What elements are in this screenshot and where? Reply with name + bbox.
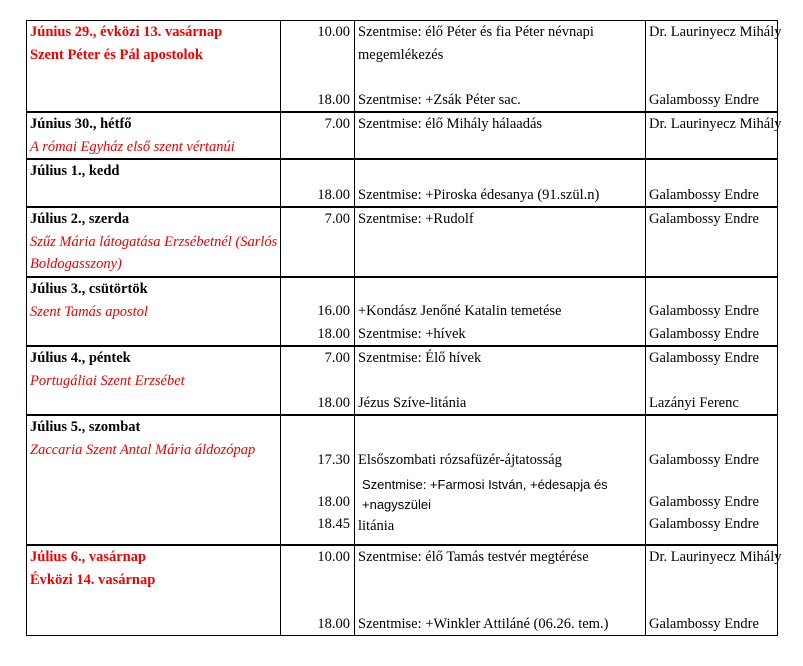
event-description: Jézus Szíve-litánia xyxy=(358,394,467,411)
event-time: 18.00 xyxy=(317,615,350,632)
time-cell xyxy=(281,159,355,207)
day-row-jul-2 xyxy=(27,207,778,277)
day-date: Június 30., hétfő xyxy=(30,116,132,132)
event-celebrant: Galambossy Endre xyxy=(649,211,759,227)
feast-name: Szűz Mária látogatása Erzsébetnél (Sarlós Boldogasszony) xyxy=(30,233,278,272)
celebrant-cell xyxy=(646,207,778,277)
event-time: 16.00 xyxy=(317,303,350,319)
time-cell xyxy=(281,346,355,415)
day-row-jul-6 xyxy=(27,545,778,636)
description-cell xyxy=(355,207,646,277)
day-row-jun-30 xyxy=(27,112,778,159)
event-celebrant: Galambossy Endre xyxy=(649,452,759,468)
event-description: Szentmise: élő Péter és fia Péter névnapi megemlékezés xyxy=(358,24,594,63)
day-row-jul-3 xyxy=(27,277,778,346)
event-description: Szentmise: +Farmosi István, +édesapja és +nagyszülei xyxy=(362,476,608,512)
event-description: Szentmise: +Rudolf xyxy=(358,211,474,227)
time-cell xyxy=(281,112,355,159)
event-celebrant: Dr. Laurinyecz Mihály xyxy=(649,549,782,565)
date-cell xyxy=(27,21,281,113)
event-celebrant: Dr. Laurinyecz Mihály xyxy=(649,116,782,132)
event-celebrant: Galambossy Endre xyxy=(649,493,759,510)
event-time: 10.00 xyxy=(317,549,350,565)
event-time: 18.00 xyxy=(317,493,350,510)
time-cell xyxy=(281,21,355,113)
event-time: 7.00 xyxy=(324,116,350,132)
event-description: Szentmise: +Zsák Péter sac. xyxy=(358,91,521,108)
description-cell xyxy=(355,545,646,636)
date-cell xyxy=(27,207,281,277)
feast-name: Évközi 14. vasárnap xyxy=(30,571,156,588)
time-cell xyxy=(281,415,355,545)
event-time: 18.45 xyxy=(317,516,350,532)
day-row-jul-4 xyxy=(27,346,778,415)
event-time: 18.00 xyxy=(317,394,350,411)
date-cell xyxy=(27,159,281,207)
day-row-jun-29 xyxy=(27,21,778,113)
date-cell xyxy=(27,277,281,346)
event-description: Szentmise: +Piroska édesanya (91.szül.n) xyxy=(358,186,600,203)
description-cell xyxy=(355,346,646,415)
time-cell xyxy=(281,277,355,346)
celebrant-cell xyxy=(646,112,782,159)
event-description: Szentmise: +hívek xyxy=(358,325,466,342)
description-cell xyxy=(355,159,646,207)
feast-name: Szent Tamás apostol xyxy=(30,303,148,320)
event-celebrant: Galambossy Endre xyxy=(649,303,759,319)
event-description: Szentmise: élő Mihály hálaadás xyxy=(358,116,543,132)
event-celebrant: Galambossy Endre xyxy=(649,91,759,108)
event-time: 17.30 xyxy=(317,452,350,468)
feast-name: Szent Péter és Pál apostolok xyxy=(30,46,203,63)
event-celebrant: Dr. Laurinyecz Mihály xyxy=(649,24,782,40)
date-cell xyxy=(27,346,281,415)
event-time: 18.00 xyxy=(317,91,350,108)
event-celebrant: Galambossy Endre xyxy=(649,186,759,203)
day-date: Június 29., évközi 13. vasárnap xyxy=(30,24,223,40)
time-cell xyxy=(281,207,355,277)
celebrant-cell xyxy=(646,277,778,346)
event-celebrant: Galambossy Endre xyxy=(649,350,759,366)
date-cell xyxy=(27,415,281,545)
event-description: Szentmise: élő Tamás testvér megtérése xyxy=(358,549,589,565)
day-row-jul-1 xyxy=(27,159,778,207)
description-cell xyxy=(355,277,646,346)
event-time: 7.00 xyxy=(324,211,350,227)
celebrant-cell xyxy=(646,545,782,636)
day-date: Július 3., csütörtök xyxy=(30,281,148,297)
day-date: Július 2., szerda xyxy=(30,211,130,227)
event-description: Szentmise: +Winkler Attiláné (06.26. tem.) xyxy=(358,615,609,632)
description-cell xyxy=(355,415,646,545)
event-description: Elsőszombati rózsafüzér-ájtatosság xyxy=(358,452,562,468)
celebrant-cell xyxy=(646,415,778,545)
celebrant-cell xyxy=(646,346,778,415)
mass-schedule-table xyxy=(26,20,782,636)
event-celebrant: Galambossy Endre xyxy=(649,615,759,632)
description-cell xyxy=(355,112,646,159)
feast-name: Zaccaria Szent Antal Mária áldozópap xyxy=(30,441,256,458)
celebrant-cell xyxy=(646,21,782,113)
event-time: 10.00 xyxy=(317,24,350,40)
day-date: Július 6., vasárnap xyxy=(30,549,147,565)
day-date: Július 1., kedd xyxy=(30,163,120,179)
description-cell xyxy=(355,21,646,113)
event-description: litánia xyxy=(358,517,395,534)
feast-name: Portugáliai Szent Erzsébet xyxy=(30,372,185,389)
event-time: 18.00 xyxy=(317,325,350,342)
celebrant-cell xyxy=(646,159,778,207)
time-cell xyxy=(281,545,355,636)
date-cell xyxy=(27,545,281,636)
event-description: Szentmise: Élő hívek xyxy=(358,350,482,366)
event-description: +Kondász Jenőné Katalin temetése xyxy=(358,303,562,319)
day-row-jul-5 xyxy=(27,415,778,545)
day-date: Július 5., szombat xyxy=(30,419,141,435)
event-celebrant: Lazányi Ferenc xyxy=(649,394,739,411)
day-date: Július 4., péntek xyxy=(30,350,131,366)
event-celebrant: Galambossy Endre xyxy=(649,516,759,532)
feast-name: A római Egyház első szent vértanúi xyxy=(30,138,235,155)
date-cell xyxy=(27,112,281,159)
event-celebrant: Galambossy Endre xyxy=(649,325,759,342)
event-time: 18.00 xyxy=(317,186,350,203)
event-time: 7.00 xyxy=(324,350,350,366)
